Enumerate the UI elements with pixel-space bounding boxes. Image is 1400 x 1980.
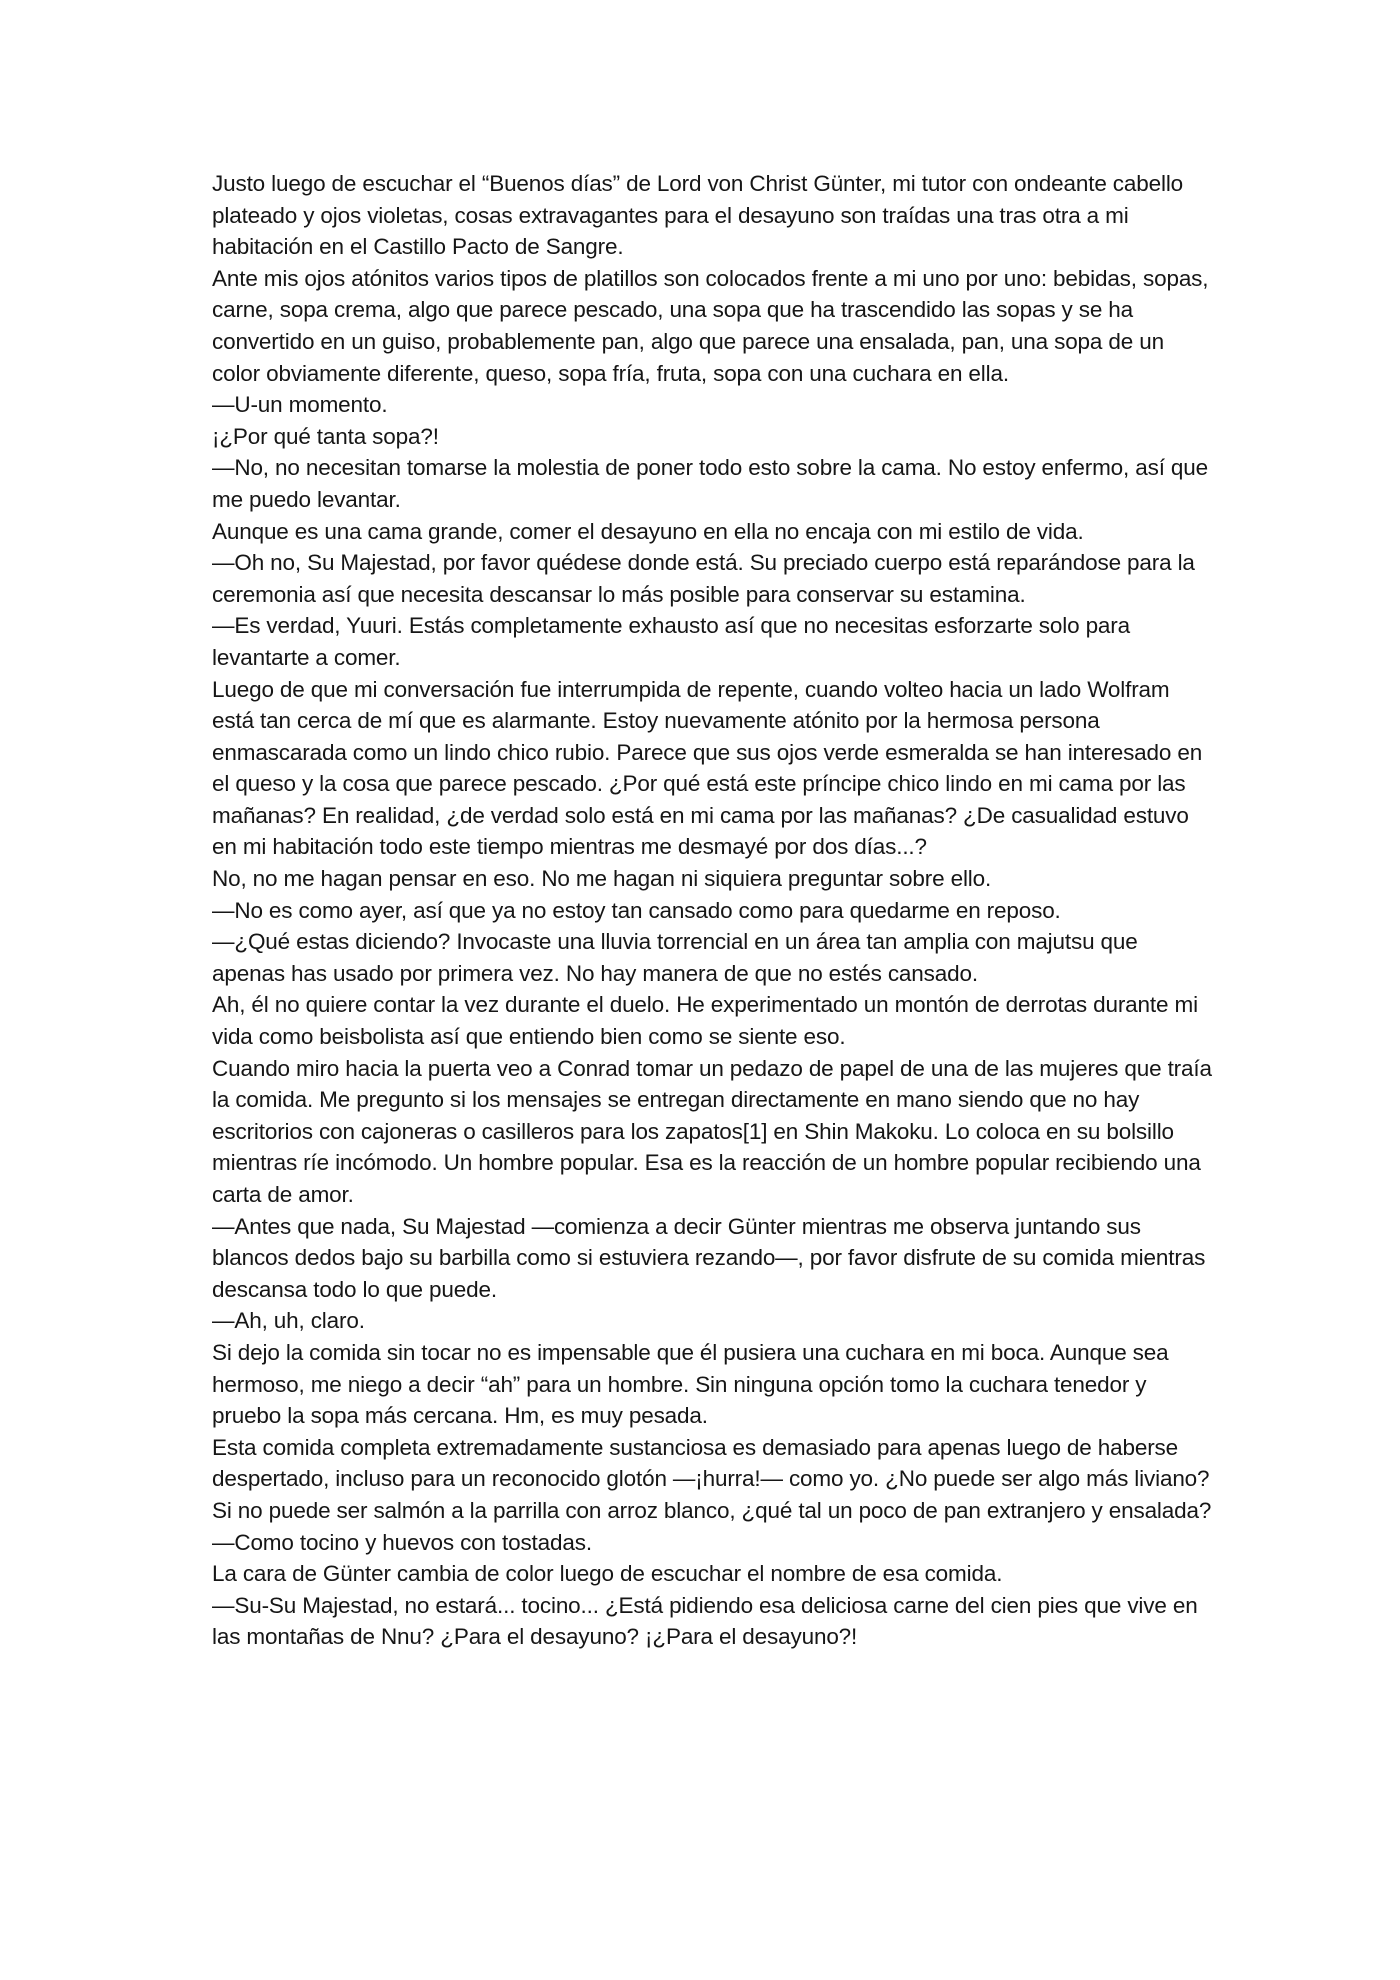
paragraph: —Antes que nada, Su Majestad —comienza a decir Günter mientras me observa juntando sus blancos dedos bajo su barbilla como si estuviera rezando—, por favor disfrute de su comida mientras descansa todo lo que puede. — [212, 1213, 1206, 1302]
paragraph: Aunque es una cama grande, comer el desayuno en ella no encaja con mi estilo de vida. — [212, 518, 1084, 544]
paragraph: Si dejo la comida sin tocar no es impensable que él pusiera una cuchara en mi boca. Aunque sea hermoso, me niego a decir “ah” para un hombre. Sin ninguna opción tomo la cuchara tenedor y pruebo la sopa más cercana. Hm, es muy pesada. — [212, 1339, 1169, 1429]
paragraph: —Como tocino y huevos con tostadas. — [212, 1529, 592, 1555]
paragraph: ¡¿Por qué tanta sopa?! — [212, 423, 439, 449]
paragraph: —¿Qué estas diciendo? Invocaste una lluvia torrencial en un área tan amplia con majutsu que apenas has usado por primera vez. No hay manera de que no estés cansado. — [212, 929, 1138, 986]
paragraph: Ah, él no quiere contar la vez durante el duelo. He experimentado un montón de derrotas durante mi vida como beisbolista así que entiendo bien como se siente eso. — [212, 992, 1198, 1050]
body-text — [212, 168, 1212, 1653]
paragraph: Luego de que mi conversación fue interrumpida de repente, cuando volteo hacia un lado Wolfram está tan cerca de mí que es alarmante. Estoy nuevamente atónito por la hermosa persona enmascarada como un lindo chico rubio. Parece que sus ojos verde esmeralda se han interesado en el queso y la cosa que parece pescado. ¿Por qué está este príncipe chico lindo en mi cama por las mañanas? En realidad, ¿de verdad solo está en mi cama por las mañanas? ¿De casualidad estuvo en mi habitación todo este tiempo mientras me desmayé por dos días...? — [212, 676, 1203, 860]
paragraph: Esta comida completa extremadamente sustanciosa es demasiado para apenas luego de haberse despertado, incluso para un reconocido glotón —¡hurra!— como yo. ¿No puede ser algo más liviano? Si no puede ser salmón a la parrilla con arroz blanco, ¿qué tal un poco de pan extranjero y ensalada? — [212, 1434, 1212, 1523]
paragraph: —No, no necesitan tomarse la molestia de poner todo esto sobre la cama. No estoy enfermo, así que me puedo levantar. — [212, 455, 1208, 512]
paragraph: La cara de Günter cambia de color luego de escuchar el nombre de esa comida. — [212, 1561, 1003, 1587]
paragraph: —U-un momento. — [212, 392, 388, 418]
paragraph: —Es verdad, Yuuri. Estás completamente exhausto así que no necesitas esforzarte solo para levantarte a comer. — [212, 613, 1131, 670]
paragraph: Cuando miro hacia la puerta veo a Conrad tomar un pedazo de papel de una de las mujeres que traía la comida. Me pregunto si los mensajes se entregan directamente en mano siendo que no hay escritorios con cajoneras o casilleros para los zapatos[1] en Shin Makoku. Lo coloca en su bolsillo mientras ríe incómodo. Un hombre popular. Esa es la reacción de un hombre popular recibiendo una carta de amor. — [212, 1055, 1212, 1207]
paragraph: Justo luego de escuchar el “Buenos días” de Lord von Christ Günter, mi tutor con ondeante cabello plateado y ojos violetas, cosas extravagantes para el desayuno son traídas una tras otra a mi habitación en el Castillo Pacto de Sangre. — [212, 171, 1184, 260]
paragraph: —No es como ayer, así que ya no estoy tan cansado como para quedarme en reposo. — [212, 897, 1061, 923]
paragraph: —Su-Su Majestad, no estará... tocino... ¿Está pidiendo esa deliciosa carne del cien pies que vive en las montañas de Nnu? ¿Para el desayuno? ¡¿Para el desayuno?! — [212, 1592, 1198, 1650]
paragraph: Ante mis ojos atónitos varios tipos de platillos son colocados frente a mi uno por uno: bebidas, sopas, carne, sopa crema, algo que parece pescado, una sopa que ha trascendido las sopas y se ha convertido en un guiso, probablemente pan, algo que parece una ensalada, pan, una sopa de un color obviamente diferente, queso, sopa fría, fruta, sopa con una cuchara en ella. — [212, 265, 1209, 386]
paragraph: —Oh no, Su Majestad, por favor quédese donde está. Su preciado cuerpo está reparándose para la ceremonia así que necesita descansar lo más posible para conservar su estamina. — [212, 550, 1195, 607]
paragraph: No, no me hagan pensar en eso. No me hagan ni siquiera preguntar sobre ello. — [212, 866, 992, 892]
paragraph: —Ah, uh, claro. — [212, 1308, 365, 1334]
